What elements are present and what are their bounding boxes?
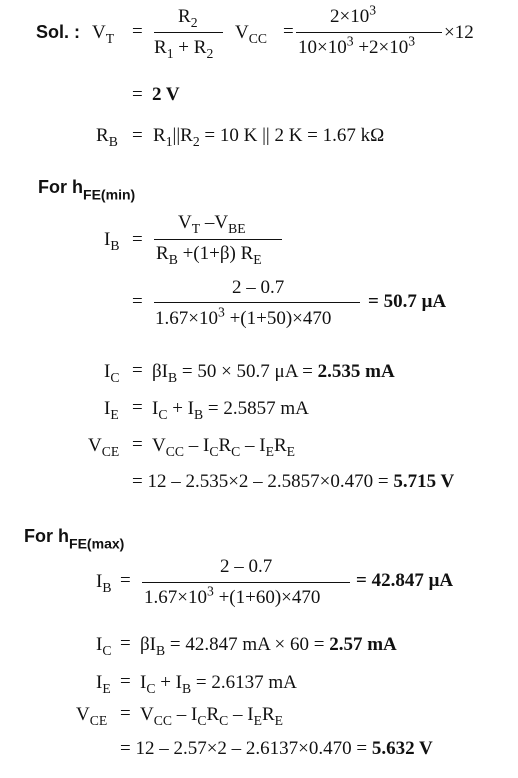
fraction-bar [154, 239, 282, 240]
vce-expression: $V_{CC} - I_CR_C - I_ER_E$ [152, 435, 295, 459]
ib-max-result: = 42.847 μA [356, 570, 454, 591]
vce-max-result: 5.632 V [371, 738, 433, 759]
equals-sign: = [132, 434, 143, 455]
ib-min-result: = 50.7 μA [368, 291, 447, 312]
vce-calculation: = 12 – 2.57×2 – 2.6137×0.470 = 5.632 V [120, 738, 433, 759]
ib-numerator: $V_T$ $-V_{BE}$ [178, 212, 246, 236]
vce-calculation: = 12 – 2.535×2 – 2.5857×0.470 = 5.715 V [132, 471, 455, 492]
vce-symbol: $V_{CE}$ [76, 704, 108, 728]
fraction-r2-numerator: $R_2$ [178, 6, 198, 30]
ib-symbol: $I_B$ [104, 229, 120, 253]
equals-sign: = [132, 125, 143, 146]
ie-symbol: $I_E$ [96, 672, 111, 696]
vt-result: 2 V [152, 84, 180, 105]
ib-symbol: $I_B$ [96, 571, 112, 595]
vt-symbol: $V_T$ [92, 22, 115, 46]
fraction-bar [296, 32, 442, 33]
vce-expression: $V_{CC} - I_CR_C - I_ER_E$ [140, 704, 283, 728]
times-twelve: ×12 [444, 22, 474, 43]
section-heading-max: For $h_{FE(max)}$ [24, 526, 125, 552]
ic-max-result: 2.57 mA [329, 634, 397, 655]
equals-sign: = [120, 570, 131, 591]
equals-sign: = [132, 21, 143, 42]
equals-sign: = [120, 633, 131, 654]
vce-symbol: $V_{CE}$ [88, 435, 120, 459]
equals-sign: = [132, 360, 143, 381]
equals-sign: = [132, 229, 143, 250]
ic-symbol: $I_C$ [104, 361, 120, 385]
rb-expression: $R_1||R_2 = 10$ K || 2 K = 1.67 kΩ [153, 125, 385, 149]
vcc-symbol: $V_{CC}$ [235, 22, 267, 46]
equals-sign: = [132, 84, 143, 105]
ib-value-numerator: 2 – 0.7 [232, 277, 285, 298]
fraction-bar [142, 582, 350, 583]
equals-sign: = [132, 291, 143, 312]
fraction-numerator: $2\times 10^3$ [330, 2, 377, 27]
ic-min-result: 2.535 mA [317, 361, 395, 382]
ie-symbol: $I_E$ [104, 398, 119, 422]
fraction-r1r2-denominator: $R_1 + R_2$ [154, 37, 214, 61]
equals-sign: = [120, 703, 131, 724]
section-heading-min: For $h_{FE(min)}$ [38, 177, 136, 203]
ie-expression: $I_C + I_B = 2.5857$ mA [152, 398, 309, 422]
ib-value-denominator: $1.67\times 10^3 +(1+60)\times 470$ [144, 583, 321, 608]
ic-symbol: $I_C$ [96, 634, 112, 658]
equals-sign: = [132, 397, 143, 418]
ib-denominator: $R_B +(1+\beta)$ $R_E$ [156, 243, 262, 267]
ib-value-numerator: 2 – 0.7 [220, 556, 273, 577]
solution-label: Sol. : [36, 22, 80, 42]
rb-symbol: $R_B$ [96, 125, 118, 149]
ic-expression: $\beta I_B = 42.847$ mA × 60 = 2.57 mA [140, 634, 397, 658]
fraction-bar [154, 32, 223, 33]
equals-sign: = [283, 21, 294, 42]
fraction-bar [154, 302, 360, 303]
ie-expression: $I_C + I_B = 2.6137$ mA [140, 672, 297, 696]
ic-expression: $\beta I_B = 50 \times 50.7$ μA = 2.535 mA [152, 361, 395, 385]
fraction-denominator: $10\times 10^3 +2\times 10^3$ [298, 33, 416, 58]
equals-sign: = [120, 671, 131, 692]
ib-value-denominator: $1.67\times 10^3 +(1+50)\times 470$ [155, 304, 332, 329]
vce-min-result: 5.715 V [393, 471, 455, 492]
